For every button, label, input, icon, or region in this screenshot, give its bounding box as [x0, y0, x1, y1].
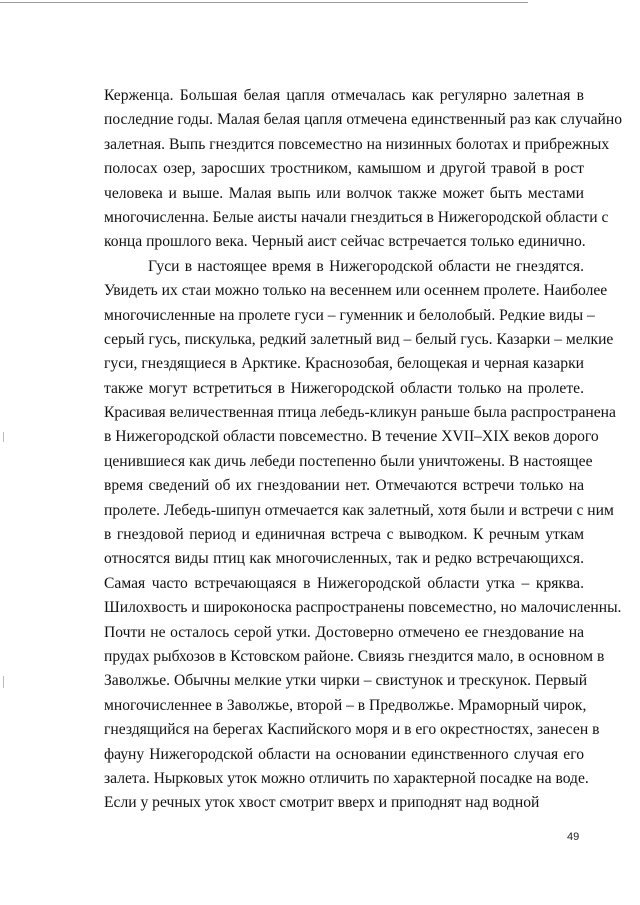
text-line: многочисленна. Белые аисты начали гнездиться в Нижегородской области с	[104, 208, 609, 226]
text-line: серый гусь, пискулька, редкий залетный вид – белый гусь. Казарки – мелкие	[104, 330, 614, 348]
text-line: в гнездовой период и единичная встреча с выводком. К речным уткам	[104, 526, 584, 544]
text-line: фауну Нижегородской области на основании единственного случая его	[104, 745, 584, 763]
text-line: ценившиеся как дичь лебеди постепенно были уничтожены. В настоящее	[104, 452, 593, 470]
text-line: в Нижегородской области повсеместно. В течение XVII–XIX веков дорого	[104, 428, 599, 446]
page-body	[104, 84, 623, 816]
text-line: пролете. Лебедь-шипун отмечается как залетный, хотя были и встречи с ним	[104, 501, 614, 519]
text-line: Заволжье. Обычны мелкие утки чирки – свистунок и трескунок. Первый	[104, 672, 588, 690]
text-line: Увидеть их стаи можно только на весеннем или осеннем пролете. Наиболее	[104, 282, 608, 300]
text-line: залетная. Выпь гнездится повсеместно на низинных болотах и прибрежных	[104, 135, 610, 153]
text-line: Почти не осталось серой утки. Достоверно отмечено ее гнездование на	[104, 623, 584, 641]
paragraph-2	[104, 255, 622, 816]
top-border-line	[0, 2, 528, 3]
text-line: прудах рыбхозов в Кстовском районе. Свиязь гнездится мало, в основном в	[104, 647, 605, 665]
text-line: последние годы. Малая белая цапля отмечена единственный раз как случайно	[104, 111, 623, 129]
text-line: Красивая величественная птица лебедь-кликун раньше была распространена	[104, 404, 616, 422]
paragraph-1	[104, 84, 623, 255]
text-line: время сведений об их гнездовании нет. Отмечаются встречи только на	[104, 477, 584, 495]
text-line: Керженца. Большая белая цапля отмечалась как регулярно залетная в	[104, 87, 584, 104]
text-line: многочисленные на пролете гуси – гуменник и белолобый. Редкие виды –	[104, 306, 595, 324]
text-line: гуси, гнездящиеся в Арктике. Краснозобая, белощекая и черная казарки	[104, 355, 584, 373]
scan-margin-mark	[3, 432, 4, 442]
text-line: Гуси в настоящее время в Нижегородской области не гнездятся.	[148, 257, 584, 275]
text-line: полосах озер, заросших тростником, камышом и другой травой в рост	[104, 160, 584, 178]
text-line: гнездящийся на берегах Каспийского моря и в его окрестностях, занесен в	[104, 721, 600, 739]
page-number: 49	[567, 831, 580, 843]
text-line: относятся виды птиц как многочисленных, так и редко встречающихся.	[104, 550, 584, 568]
text-line: Самая часто встречающаяся в Нижегородской области утка – кряква.	[104, 574, 584, 592]
text-line: залета. Нырковых уток можно отличить по характерной посадке на воде.	[104, 769, 589, 787]
text-line: конца прошлого века. Черный аист сейчас встречается только единично.	[104, 233, 586, 251]
text-line: Если у речных уток хвост смотрит вверх и приподнят над водной	[104, 794, 540, 812]
text-line: многочисленнее в Заволжье, второй – в Предволжье. Мраморный чирок,	[104, 696, 587, 714]
text-line: Шилохвость и широконоска распространены повсеместно, но малочисленны.	[104, 599, 622, 617]
scan-margin-mark	[3, 676, 4, 688]
text-line: человека и выше. Малая выпь или волчок также может быть местами	[104, 184, 584, 202]
text-line: также могут встретиться в Нижегородской области только на пролете.	[104, 379, 584, 397]
